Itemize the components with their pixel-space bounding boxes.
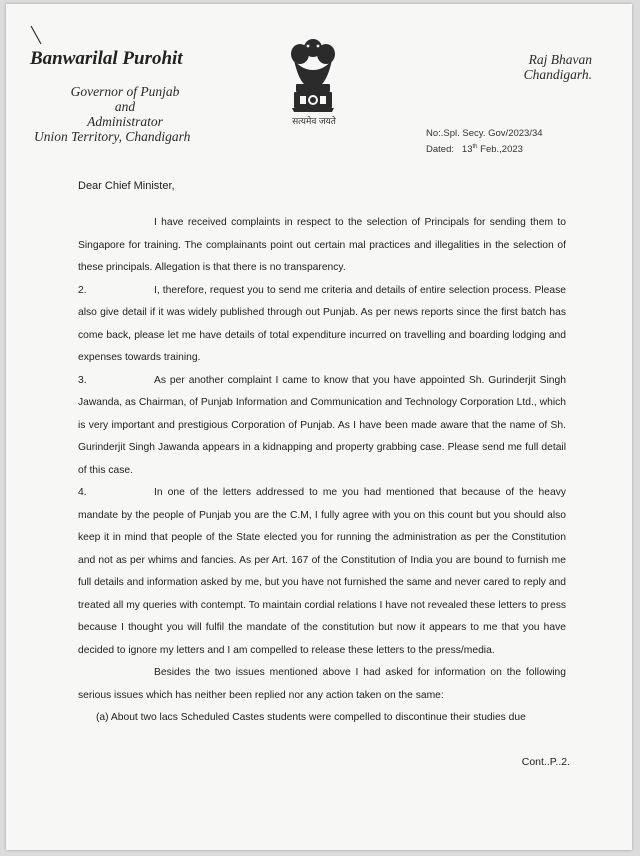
- pen-mark-icon: [28, 24, 50, 48]
- designation-line: Administrator: [87, 114, 163, 129]
- sender-designation: [30, 84, 220, 144]
- paragraph-text: In one of the letters addressed to me you had mentioned that because of the heavy mandate by the people of Punjab you are the C.M, I fully agree with you on this count but you should also keep it in mind that people of the State elected you for running the administration as per the Constitution and not as per whims and fancies. As per Art. 167 of the Constitution of India you are bound to furnish me full details and information asked by me, but you have not furnished the same and never cared to reply and treated all my queries with contempt. To maintain cordial relations I have not revealed these letters to press because I thought you will fulfil the mandate of the constitution but now it appears to me that you have decided to ignore my letters and I am compelled to release these letters to the press/media.: [78, 487, 566, 656]
- designation-line: Union Territory, Chandigarh: [34, 129, 191, 144]
- date-month-year: Feb.,2023: [480, 143, 523, 155]
- date-suffix: th: [472, 143, 478, 150]
- place-line: Raj Bhavan: [528, 52, 592, 67]
- continuation-note: Cont..P..2.: [521, 756, 570, 768]
- place-line: Chandigarh.: [523, 67, 592, 82]
- paragraph-3: [78, 370, 566, 483]
- place-block: [524, 52, 592, 82]
- paragraph-text: As per another complaint I came to know that you have appointed Sh. Gurinderjit Singh Jawanda, as Chairman, of Punjab Information and Communication and Technology Corporation Ltd., which is very important and prestigious Corporation of Punjab. As I have been made aware that the name of Sh. Gurinderjit Singh Jawanda appears in a kidnapping and property grabbing case. Please send me full detail of this case.: [78, 374, 566, 476]
- paragraph-4: [78, 482, 566, 662]
- salutation: Dear Chief Minister,: [78, 180, 175, 192]
- emblem-motto: सत्यमेव जयते: [292, 116, 336, 126]
- national-emblem-icon: [278, 32, 348, 124]
- date-day: 13: [461, 143, 473, 155]
- paragraph-2: [78, 280, 566, 370]
- designation-line: and: [114, 99, 136, 114]
- sender-name: Banwarilal Purohit: [30, 48, 183, 69]
- letter-page: [6, 4, 632, 850]
- list-item-a: (a) About two lacs Scheduled Castes students were compelled to discontinue their studies due: [96, 712, 526, 723]
- paragraph-number: 4.: [78, 487, 87, 498]
- paragraph-5: Besides the two issues mentioned above I had asked for information on the following serious issues which has neither been replied nor any action taken on the same:: [78, 667, 566, 701]
- paragraph-1: I have received complaints in respect to the selection of Principals for sending them to Singapore for training. The complainants point out certain mal practices and illegalities in the selection of these principals. Allegation is that there is no transparency.: [78, 217, 566, 273]
- paragraph-number: 2.: [78, 284, 87, 296]
- paragraph-text: I, therefore, request you to send me criteria and details of entire selection process. Please also give detail if it was widely published through out Punjab. As per news reports since the first batch has come back, please let me have details of total expenditure incurred on travelling and boarding lodging and expenses towards training.: [78, 284, 566, 363]
- designation-line: Governor of Punjab: [70, 84, 180, 99]
- date-label: Dated:: [426, 143, 454, 155]
- date-line: [426, 141, 543, 157]
- reference-block: [426, 128, 543, 156]
- letter-body: [78, 212, 566, 730]
- reference-number: No:.Spl. Secy. Gov/2023/34: [426, 128, 543, 139]
- paragraph-number: 3.: [78, 374, 87, 386]
